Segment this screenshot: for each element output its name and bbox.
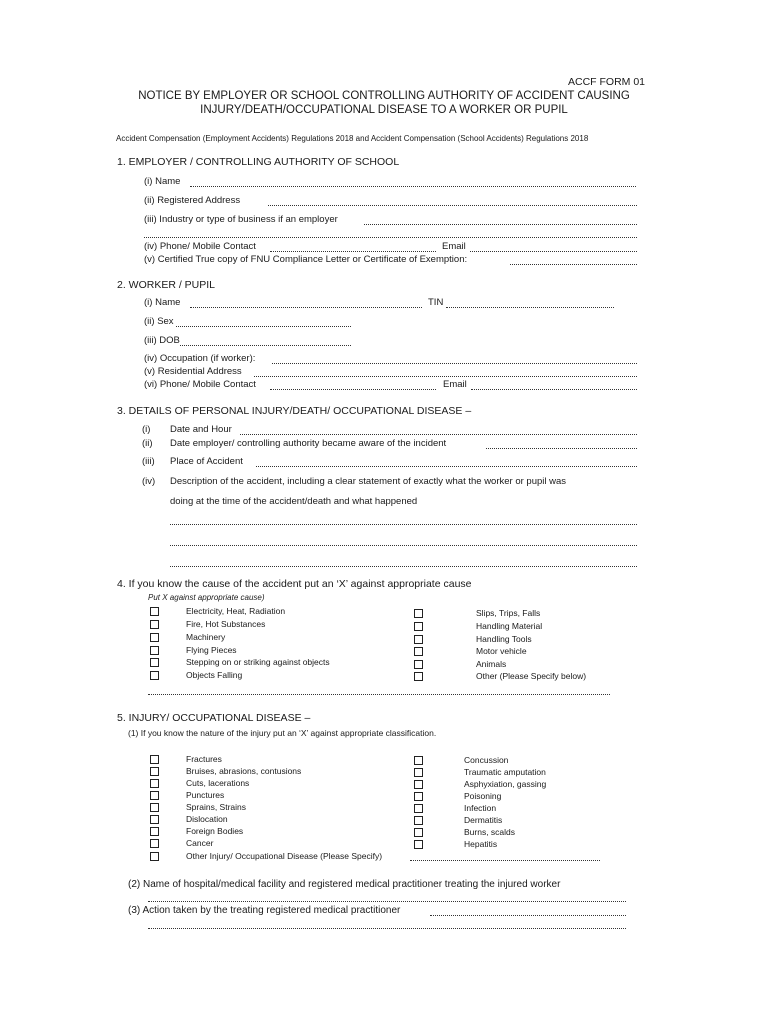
injury-label-sprains: Sprains, Strains: [186, 802, 246, 812]
s3-iv-num: (iv): [142, 476, 156, 487]
cause-label-stepping: Stepping on or striking against objects: [186, 657, 330, 667]
injury-label-concussion: Concussion: [464, 755, 509, 765]
cause-checkbox-handling-tools[interactable]: [414, 635, 423, 644]
s3-iii-num: (iii): [142, 456, 155, 467]
employer-email-field[interactable]: [470, 251, 637, 252]
s3-i-num: (i): [142, 424, 151, 435]
cause-label-other: Other (Please Specify below): [476, 671, 587, 681]
description-label-line1: Description of the accident, including a clear statement of exactly what the worker or pupil was: [170, 476, 567, 487]
injury-checkbox-concussion[interactable]: [414, 756, 423, 765]
certified-field[interactable]: [510, 264, 637, 265]
occupation-field[interactable]: [272, 363, 637, 364]
section-5-sub1: (1) If you know the nature of the injury put an ‘X’ against appropriate classification.: [128, 728, 437, 738]
injury-label-amputation: Traumatic amputation: [464, 767, 546, 777]
hospital-label: (2) Name of hospital/medical facility and registered medical practitioner treating the injured worker: [128, 879, 561, 890]
employer-email-label: Email: [442, 241, 466, 252]
section-4-subtitle: Put X against appropriate cause): [148, 593, 265, 602]
injury-checkbox-fractures[interactable]: [150, 755, 159, 764]
sex-label: (ii) Sex: [144, 316, 174, 327]
place-label: Place of Accident: [170, 456, 243, 467]
employer-name-label: (i) Name: [144, 176, 181, 187]
certified-label: (v) Certified True copy of FNU Compliance Letter or Certificate of Exemption:: [144, 254, 468, 265]
injury-label-other: Other Injury/ Occupational Disease (Please Specify): [186, 851, 383, 861]
description-label-line2: doing at the time of the accident/death and what happened: [170, 496, 418, 507]
injury-label-cuts: Cuts, lacerations: [186, 778, 250, 788]
cause-other-specify-field[interactable]: [148, 694, 610, 695]
description-field-line3[interactable]: [170, 566, 637, 567]
injury-label-burns: Burns, scalds: [464, 827, 516, 837]
form-title-line2: INJURY/DEATH/OCCUPATIONAL DISEASE TO A WORKER OR PUPIL: [200, 104, 568, 116]
worker-name-field[interactable]: [190, 307, 422, 308]
section-3-heading: 3. DETAILS OF PERSONAL INJURY/DEATH/ OCCUPATIONAL DISEASE –: [117, 405, 472, 417]
cause-label-electricity: Electricity, Heat, Radiation: [186, 606, 286, 616]
injury-checkbox-sprains[interactable]: [150, 803, 159, 812]
cause-label-flying-pieces: Flying Pieces: [186, 645, 237, 655]
cause-label-animals: Animals: [476, 659, 507, 669]
cause-checkbox-handling-material[interactable]: [414, 622, 423, 631]
injury-checkbox-other[interactable]: [150, 852, 159, 861]
cause-label-motor-vehicle: Motor vehicle: [476, 646, 527, 656]
injury-label-dislocation: Dislocation: [186, 814, 228, 824]
cause-label-handling-tools: Handling Tools: [476, 634, 532, 644]
cause-checkbox-electricity[interactable]: [150, 607, 159, 616]
cause-checkbox-stepping[interactable]: [150, 658, 159, 667]
cause-checkbox-machinery[interactable]: [150, 633, 159, 642]
injury-label-bruises: Bruises, abrasions, contusions: [186, 766, 302, 776]
injury-checkbox-infection[interactable]: [414, 804, 423, 813]
action-label: (3) Action taken by the treating registered medical practitioner: [128, 905, 401, 916]
cause-checkbox-slips[interactable]: [414, 609, 423, 618]
injury-checkbox-foreign-bodies[interactable]: [150, 827, 159, 836]
date-hour-field[interactable]: [240, 434, 637, 435]
occupation-label: (iv) Occupation (if worker):: [144, 353, 256, 364]
injury-label-fractures: Fractures: [186, 754, 222, 764]
injury-checkbox-bruises[interactable]: [150, 767, 159, 776]
tin-field[interactable]: [446, 307, 614, 308]
description-field-line1[interactable]: [170, 524, 637, 525]
injury-label-infection: Infection: [464, 803, 497, 813]
injury-checkbox-cuts[interactable]: [150, 779, 159, 788]
cause-label-slips: Slips, Trips, Falls: [476, 608, 541, 618]
aware-date-field[interactable]: [486, 448, 637, 449]
section-1-heading: 1. EMPLOYER / CONTROLLING AUTHORITY OF SCHOOL: [117, 156, 400, 168]
injury-label-dermatitis: Dermatitis: [464, 815, 503, 825]
form-title-line1: NOTICE BY EMPLOYER OR SCHOOL CONTROLLING AUTHORITY OF ACCIDENT CAUSING: [138, 90, 630, 102]
residential-field[interactable]: [254, 376, 637, 377]
employer-phone-label: (iv) Phone/ Mobile Contact: [144, 241, 256, 252]
industry-field[interactable]: [364, 224, 637, 225]
cause-checkbox-objects-falling[interactable]: [150, 671, 159, 680]
cause-checkbox-animals[interactable]: [414, 660, 423, 669]
worker-phone-label: (vi) Phone/ Mobile Contact: [144, 379, 256, 390]
employer-address-field[interactable]: [268, 205, 637, 206]
section-2-heading: 2. WORKER / PUPIL: [117, 279, 216, 291]
industry-field-line2[interactable]: [144, 237, 637, 238]
action-field[interactable]: [430, 915, 626, 916]
injury-checkbox-cancer[interactable]: [150, 839, 159, 848]
cause-checkbox-flying-pieces[interactable]: [150, 646, 159, 655]
worker-email-label: Email: [443, 379, 467, 390]
cause-label-machinery: Machinery: [186, 632, 226, 642]
s3-ii-num: (ii): [142, 438, 153, 449]
injury-checkbox-amputation[interactable]: [414, 768, 423, 777]
injury-label-cancer: Cancer: [186, 838, 214, 848]
place-field[interactable]: [256, 466, 637, 467]
dob-label: (iii) DOB: [144, 335, 180, 346]
injury-checkbox-burns[interactable]: [414, 828, 423, 837]
employer-name-field[interactable]: [190, 186, 636, 187]
hospital-field[interactable]: [148, 901, 626, 902]
industry-label: (iii) Industry or type of business if an employer: [144, 214, 338, 225]
injury-checkbox-poisoning[interactable]: [414, 792, 423, 801]
worker-phone-field[interactable]: [270, 389, 436, 390]
cause-label-handling-material: Handling Material: [476, 621, 543, 631]
worker-name-label: (i) Name: [144, 297, 181, 308]
injury-label-asphyxiation: Asphyxiation, gassing: [464, 779, 547, 789]
date-hour-label: Date and Hour: [170, 424, 232, 435]
injury-checkbox-hepatitis[interactable]: [414, 840, 423, 849]
dob-field[interactable]: [180, 345, 351, 346]
cause-checkbox-motor-vehicle[interactable]: [414, 647, 423, 656]
residential-label: (v) Residential Address: [144, 366, 242, 377]
aware-date-label: Date employer/ controlling authority became aware of the incident: [170, 438, 447, 449]
injury-checkbox-dislocation[interactable]: [150, 815, 159, 824]
cause-checkbox-fire[interactable]: [150, 620, 159, 629]
tin-label: TIN: [428, 297, 444, 308]
description-field-line2[interactable]: [170, 545, 637, 546]
injury-checkbox-dermatitis[interactable]: [414, 816, 423, 825]
injury-label-poisoning: Poisoning: [464, 791, 502, 801]
injury-label-hepatitis: Hepatitis: [464, 839, 498, 849]
worker-email-field[interactable]: [471, 389, 637, 390]
form-code: ACCF FORM 01: [568, 76, 646, 88]
regulations-text: Accident Compensation (Employment Accidents) Regulations 2018 and Accident Compensation (School Accidents) Regulations 2018: [116, 134, 589, 143]
section-5-heading: 5. INJURY/ OCCUPATIONAL DISEASE –: [117, 712, 311, 724]
injury-checkbox-punctures[interactable]: [150, 791, 159, 800]
section-4-heading: 4. If you know the cause of the accident put an ‘X’ against appropriate cause: [117, 578, 472, 590]
employer-phone-field[interactable]: [270, 251, 436, 252]
employer-address-label: (ii) Registered Address: [144, 195, 241, 206]
action-field-line2[interactable]: [148, 928, 626, 929]
cause-label-objects-falling: Objects Falling: [186, 670, 243, 680]
injury-label-foreign-bodies: Foreign Bodies: [186, 826, 244, 836]
injury-checkbox-asphyxiation[interactable]: [414, 780, 423, 789]
injury-label-punctures: Punctures: [186, 790, 225, 800]
sex-field[interactable]: [176, 326, 351, 327]
injury-other-specify-field[interactable]: [410, 860, 600, 861]
cause-label-fire: Fire, Hot Substances: [186, 619, 266, 629]
cause-checkbox-other[interactable]: [414, 672, 423, 681]
